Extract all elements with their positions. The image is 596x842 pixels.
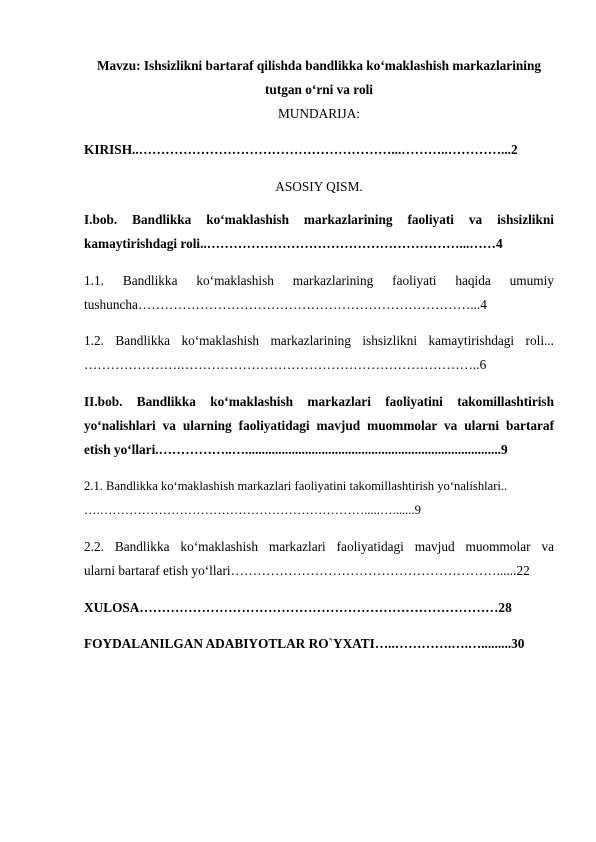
- toc-entry-section-1-2-line-2: ………………….…………………………………………………………..6: [84, 357, 487, 372]
- toc-entry-section-1-1-line-1: 1.1. Bandlikka ko‘maklashish markazlarining faoliyati haqida umumiy: [84, 273, 554, 288]
- toc-entry-introduction: KIRISH..…………………………………………………...………..…………...2: [84, 142, 518, 157]
- toc-entry-section-1-1-line-2: tushuncha…………………………………………………………………...4: [84, 297, 487, 312]
- toc-entry-section-1-2-line-1: 1.2. Bandlikka ko‘maklashish markazlarining ishsizlikni kamaytirishdagi roli...: [84, 333, 554, 348]
- toc-entry-section-2-2-line-2: ularni bartaraf etish yo‘llari……………………………………………………......22: [84, 563, 530, 578]
- toc-entry-chapter-2-line-2: yo‘nalishlari va ularning faoliyatidagi mavjud muommolar va ularni bartaraf: [84, 418, 554, 433]
- document-title-line-2: tutgan o‘rni va roli: [265, 82, 373, 97]
- toc-entry-section-2-2-line-1: 2.2. Bandlikka ko‘maklashish markazlari faoliyatidagi mavjud muommolar va: [84, 539, 554, 554]
- toc-entry-conclusion: XULOSA………………………………………………………………………28: [84, 600, 512, 615]
- main-part-heading: ASOSIY QISM.: [275, 179, 363, 194]
- toc-entry-section-2-1-line-2: ….……………………………………………………….....….......9: [84, 503, 421, 517]
- toc-entry-section-2-1-line-1: 2.1. Bandlikka ko‘maklashish markazlari faoliyatini takomillashtirish yo‘nalishlari..: [84, 479, 508, 493]
- toc-entry-chapter-1-line-2: kamaytirishdagi roli..…………………………………………………...……4: [84, 236, 503, 251]
- toc-entry-chapter-1-line-1: I.bob. Bandlikka ko‘maklashish markazlarining faoliyati va ishsizlikni: [84, 212, 554, 227]
- toc-entry-chapter-2-line-1: II.bob. Bandlikka ko‘maklashish markazlari faoliyatini takomillashtirish: [84, 394, 554, 409]
- contents-heading: MUNDARIJA:: [277, 106, 360, 121]
- document-title-line-1: Mavzu: Ishsizlikni bartaraf qilishda bandlikka ko‘maklashish markazlarining: [96, 58, 542, 73]
- toc-entry-references: FOYDALANILGAN ADABIYOTLAR RO`YXATI…..………….….….........30: [84, 636, 525, 651]
- toc-entry-chapter-2-line-3: etish yo‘llari.……………..….............................................................................9: [84, 442, 508, 457]
